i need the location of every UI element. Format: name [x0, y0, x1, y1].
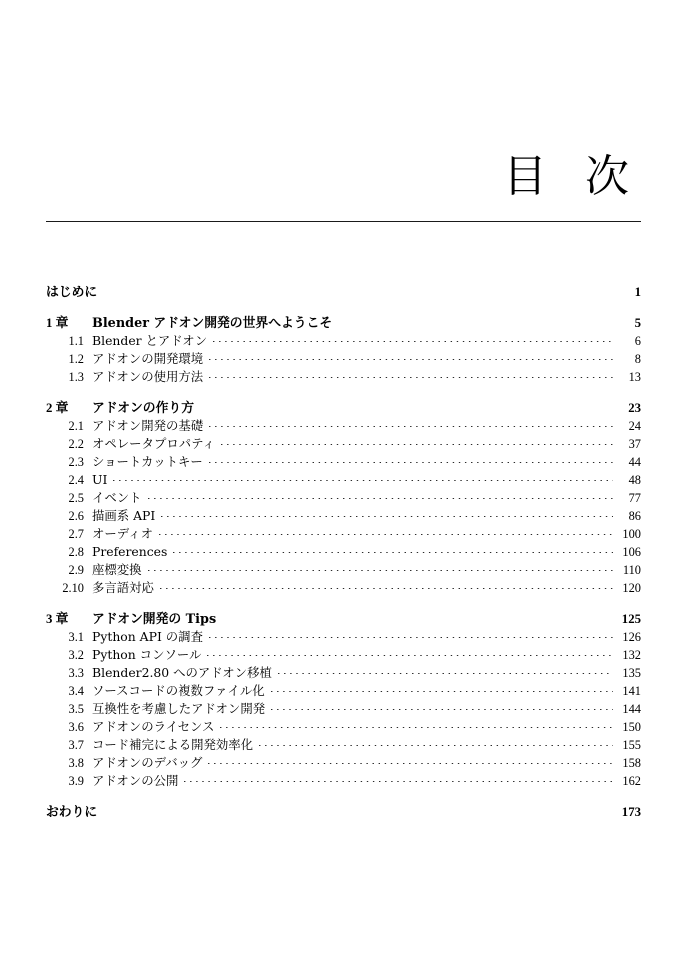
page-number: 132	[622, 648, 641, 662]
section-title: アドオンの使用方法	[92, 369, 204, 384]
section-title: アドオンのライセンス	[92, 719, 215, 734]
page-number: 8	[634, 352, 641, 366]
toc-entry-section[interactable]	[46, 525, 641, 543]
page-number: 23	[628, 401, 641, 415]
dot-leader	[148, 562, 613, 574]
dot-leader	[221, 436, 613, 448]
toc-entry-section[interactable]	[46, 682, 641, 700]
page-number: 110	[622, 563, 641, 577]
title-divider	[46, 221, 641, 222]
toc-entry-section[interactable]	[46, 471, 641, 489]
toc-entry-section[interactable]	[46, 772, 641, 790]
section-title: 描画系 API	[92, 508, 156, 523]
page-number: 173	[621, 805, 641, 819]
table-of-contents	[46, 284, 641, 821]
dot-leader	[278, 665, 613, 677]
section-number: 3.1	[68, 630, 84, 644]
section-number: 3.2	[68, 648, 84, 662]
chapter-title: Blender アドオン開発の世界へようこそ	[92, 316, 333, 331]
chapter-number: 2 章	[46, 401, 69, 415]
dot-leader	[209, 629, 613, 641]
toc-entry-front-matter[interactable]	[46, 284, 641, 301]
page-number: 48	[628, 473, 641, 487]
section-number: 2.6	[68, 509, 84, 523]
toc-entry-section[interactable]	[46, 489, 641, 507]
row-spacer	[46, 597, 641, 611]
page-number: 158	[622, 756, 641, 770]
chapter-title: アドオン開発の Tips	[92, 612, 217, 627]
section-number: 1.1	[68, 334, 84, 348]
toc-entry-chapter[interactable]	[46, 315, 641, 332]
row-spacer	[46, 301, 641, 315]
row-spacer	[46, 386, 641, 400]
page-number: 144	[622, 702, 641, 716]
toc-entry-section[interactable]	[46, 628, 641, 646]
page-number: 44	[628, 455, 641, 469]
dot-leader	[209, 454, 613, 466]
section-title: アドオンの公開	[92, 773, 179, 788]
dot-leader	[184, 773, 613, 785]
dot-leader	[207, 647, 613, 659]
dot-leader	[148, 490, 613, 502]
section-title: 多言語対応	[92, 580, 154, 595]
page-number: 5	[634, 316, 641, 330]
section-title: Blender2.80 へのアドオン移植	[92, 665, 272, 680]
section-title: イベント	[92, 490, 142, 505]
dot-leader	[173, 544, 613, 556]
dot-leader	[103, 804, 613, 816]
section-title: Python コンソール	[92, 647, 202, 662]
dot-leader	[160, 580, 613, 592]
section-number: 3.3	[68, 666, 84, 680]
dot-leader	[159, 526, 613, 538]
section-number: 3.6	[68, 720, 84, 734]
section-number: 2.2	[68, 437, 84, 451]
toc-entry-section[interactable]	[46, 350, 641, 368]
page-number: 126	[622, 630, 641, 644]
toc-entry-section[interactable]	[46, 453, 641, 471]
section-number: 2.10	[62, 581, 84, 595]
toc-entry-section[interactable]	[46, 417, 641, 435]
chapter-title: アドオンの作り方	[92, 401, 194, 416]
toc-entry-section[interactable]	[46, 435, 641, 453]
toc-entry-section[interactable]	[46, 736, 641, 754]
section-title: オーディオ	[92, 526, 153, 541]
dot-leader	[103, 284, 613, 296]
toc-entry-section[interactable]	[46, 700, 641, 718]
section-title: アドオン開発の基礎	[92, 418, 204, 433]
page-number: 37	[628, 437, 641, 451]
dot-leader	[338, 315, 613, 327]
section-title: コード補完による開発効率化	[92, 737, 254, 752]
page-number: 24	[628, 419, 641, 433]
dot-leader	[113, 472, 613, 484]
toc-entry-chapter[interactable]	[46, 611, 641, 628]
toc-entry-section[interactable]	[46, 561, 641, 579]
section-number: 2.9	[68, 563, 84, 577]
dot-leader	[220, 719, 613, 731]
dot-leader	[209, 369, 613, 381]
page-number: 150	[622, 720, 641, 734]
page-number: 77	[628, 491, 641, 505]
page-number: 155	[622, 738, 641, 752]
section-title: UI	[92, 472, 108, 487]
section-title: ショートカットキー	[92, 454, 203, 469]
section-number: 2.5	[68, 491, 84, 505]
dot-leader	[209, 418, 613, 430]
toc-entry-section[interactable]	[46, 579, 641, 597]
page-number: 86	[628, 509, 641, 523]
matter-title: はじめに	[46, 285, 98, 300]
toc-entry-section[interactable]	[46, 718, 641, 736]
dot-leader	[161, 508, 613, 520]
section-number: 2.4	[68, 473, 84, 487]
section-title: 互換性を考慮したアドオン開発	[92, 701, 266, 716]
page-number: 13	[628, 370, 641, 384]
toc-entry-section[interactable]	[46, 507, 641, 525]
page-number: 106	[622, 545, 641, 559]
matter-title: おわりに	[46, 805, 98, 820]
page-number: 100	[622, 527, 641, 541]
toc-entry-section[interactable]	[46, 332, 641, 350]
page-number: 141	[622, 684, 641, 698]
page-number: 162	[622, 774, 641, 788]
section-title: オペレータプロパティ	[92, 436, 215, 451]
dot-leader	[271, 701, 613, 713]
section-number: 3.4	[68, 684, 84, 698]
dot-leader	[208, 755, 613, 767]
page-number: 120	[622, 581, 641, 595]
dot-leader	[209, 351, 613, 363]
page-number: 135	[622, 666, 641, 680]
toc-entry-section[interactable]	[46, 754, 641, 772]
section-number: 2.7	[68, 527, 84, 541]
chapter-number: 1 章	[46, 316, 69, 330]
section-number: 3.5	[68, 702, 84, 716]
page-number: 125	[621, 612, 641, 626]
section-number: 3.9	[68, 774, 84, 788]
dot-leader	[200, 400, 613, 412]
dot-leader	[271, 683, 613, 695]
dot-leader	[213, 333, 613, 345]
section-title: ソースコードの複数ファイル化	[92, 683, 265, 698]
toc-entry-back-matter[interactable]	[46, 804, 641, 821]
toc-entry-section[interactable]	[46, 664, 641, 682]
section-number: 2.8	[68, 545, 84, 559]
section-title: Blender とアドオン	[92, 333, 208, 348]
chapter-number: 3 章	[46, 612, 69, 626]
row-spacer	[46, 790, 641, 804]
section-number: 2.1	[68, 419, 84, 433]
section-number: 3.8	[68, 756, 84, 770]
dot-leader	[259, 737, 613, 749]
toc-entry-section[interactable]	[46, 368, 641, 386]
toc-entry-section[interactable]	[46, 543, 641, 561]
section-title: Python API の調査	[92, 629, 203, 644]
section-title: アドオンのデバッグ	[92, 755, 203, 770]
page-title: 目 次	[503, 151, 641, 202]
section-title: アドオンの開発環境	[92, 351, 204, 366]
dot-leader	[222, 611, 613, 623]
section-number: 1.2	[68, 352, 84, 366]
section-number: 3.7	[68, 738, 84, 752]
page-number: 1	[634, 285, 641, 299]
section-number: 2.3	[68, 455, 84, 469]
section-title: 座標変換	[92, 562, 142, 577]
page-number: 6	[634, 334, 641, 348]
section-number: 1.3	[68, 370, 84, 384]
section-title: Preferences	[92, 544, 168, 559]
toc-entry-section[interactable]	[46, 646, 641, 664]
toc-entry-chapter[interactable]	[46, 400, 641, 417]
